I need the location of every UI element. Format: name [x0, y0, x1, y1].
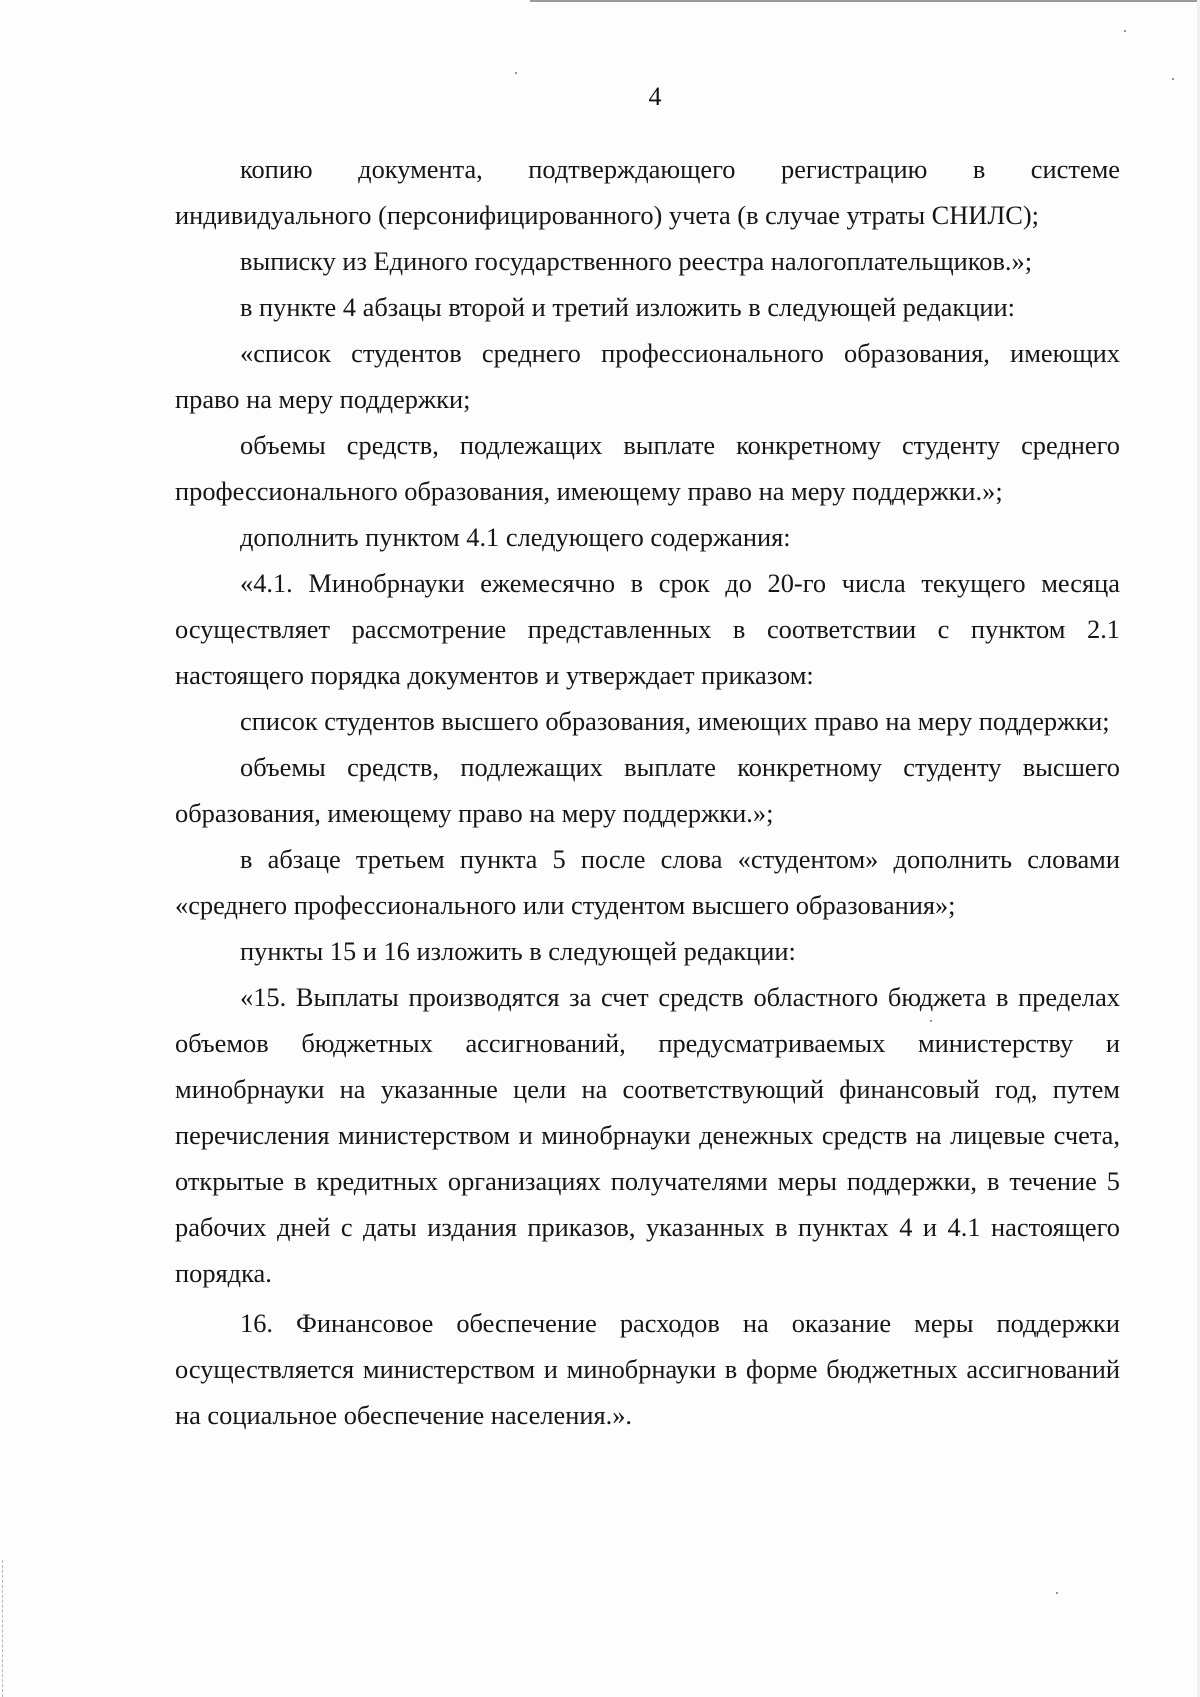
paragraph: «список студентов среднего профессионального образования, имеющих право на меру поддержки; — [175, 338, 1120, 414]
paragraph: список студентов высшего образования, имеющих право на меру поддержки; — [240, 706, 1110, 736]
paragraph: объемы средств, подлежащих выплате конкретному студенту высшего образования, имеющему право на меру поддержки.»; — [175, 752, 1120, 828]
scan-speck — [1124, 30, 1126, 32]
paragraph: «4.1. Минобрнауки ежемесячно в срок до 20-го числа текущего месяца осуществляет рассмотрение представленных в соответствии с пунктом 2.1 настоящего порядка документов и утверждает приказом: — [175, 568, 1120, 690]
scan-speck — [515, 72, 517, 74]
scan-edge-top — [530, 0, 1200, 2]
paragraph: «15. Выплаты производятся за счет средств областного бюджета в пределах объемов бюджетных ассигнований, предусматриваемых министерству и минобрнауки на указанные цели на соответствующий финансовый год, путем перечисления министерством и минобрнауки денежных средств на лицевые счета, открытые в кредитных организациях получателями меры поддержки, в течение 5 рабочих дней с даты издания приказов, указанных в пунктах 4 и 4.1 настоящего порядка. — [175, 982, 1120, 1288]
paragraph: дополнить пунктом 4.1 следующего содержания: — [240, 522, 791, 552]
document-body — [175, 146, 1120, 1438]
paragraph: копию документа, подтверждающего регистрацию в системе индивидуального (персонифицированного) учета (в случае утраты СНИЛС); — [175, 154, 1120, 230]
paragraph: в абзаце третьем пункта 5 после слова «студентом» дополнить словами «среднего профессионального или студентом высшего образования»; — [175, 844, 1120, 920]
paragraph: объемы средств, подлежащих выплате конкретному студенту среднего профессионального образования, имеющему право на меру поддержки.»; — [175, 430, 1120, 506]
paragraph: 16. Финансовое обеспечение расходов на оказание меры поддержки осуществляется министерством и минобрнауки в форме бюджетных ассигнований на социальное обеспечение населения.». — [175, 1308, 1120, 1430]
page-number: 4 — [648, 82, 662, 111]
scan-speck — [1056, 1592, 1058, 1594]
paragraph: выписку из Единого государственного реестра налогоплательщиков.»; — [240, 246, 1033, 276]
paragraph: пункты 15 и 16 изложить в следующей редакции: — [240, 936, 796, 966]
paragraph: в пункте 4 абзацы второй и третий изложить в следующей редакции: — [240, 292, 1015, 322]
scan-speck — [1172, 78, 1174, 80]
scan-edge-left — [2, 1560, 4, 1697]
